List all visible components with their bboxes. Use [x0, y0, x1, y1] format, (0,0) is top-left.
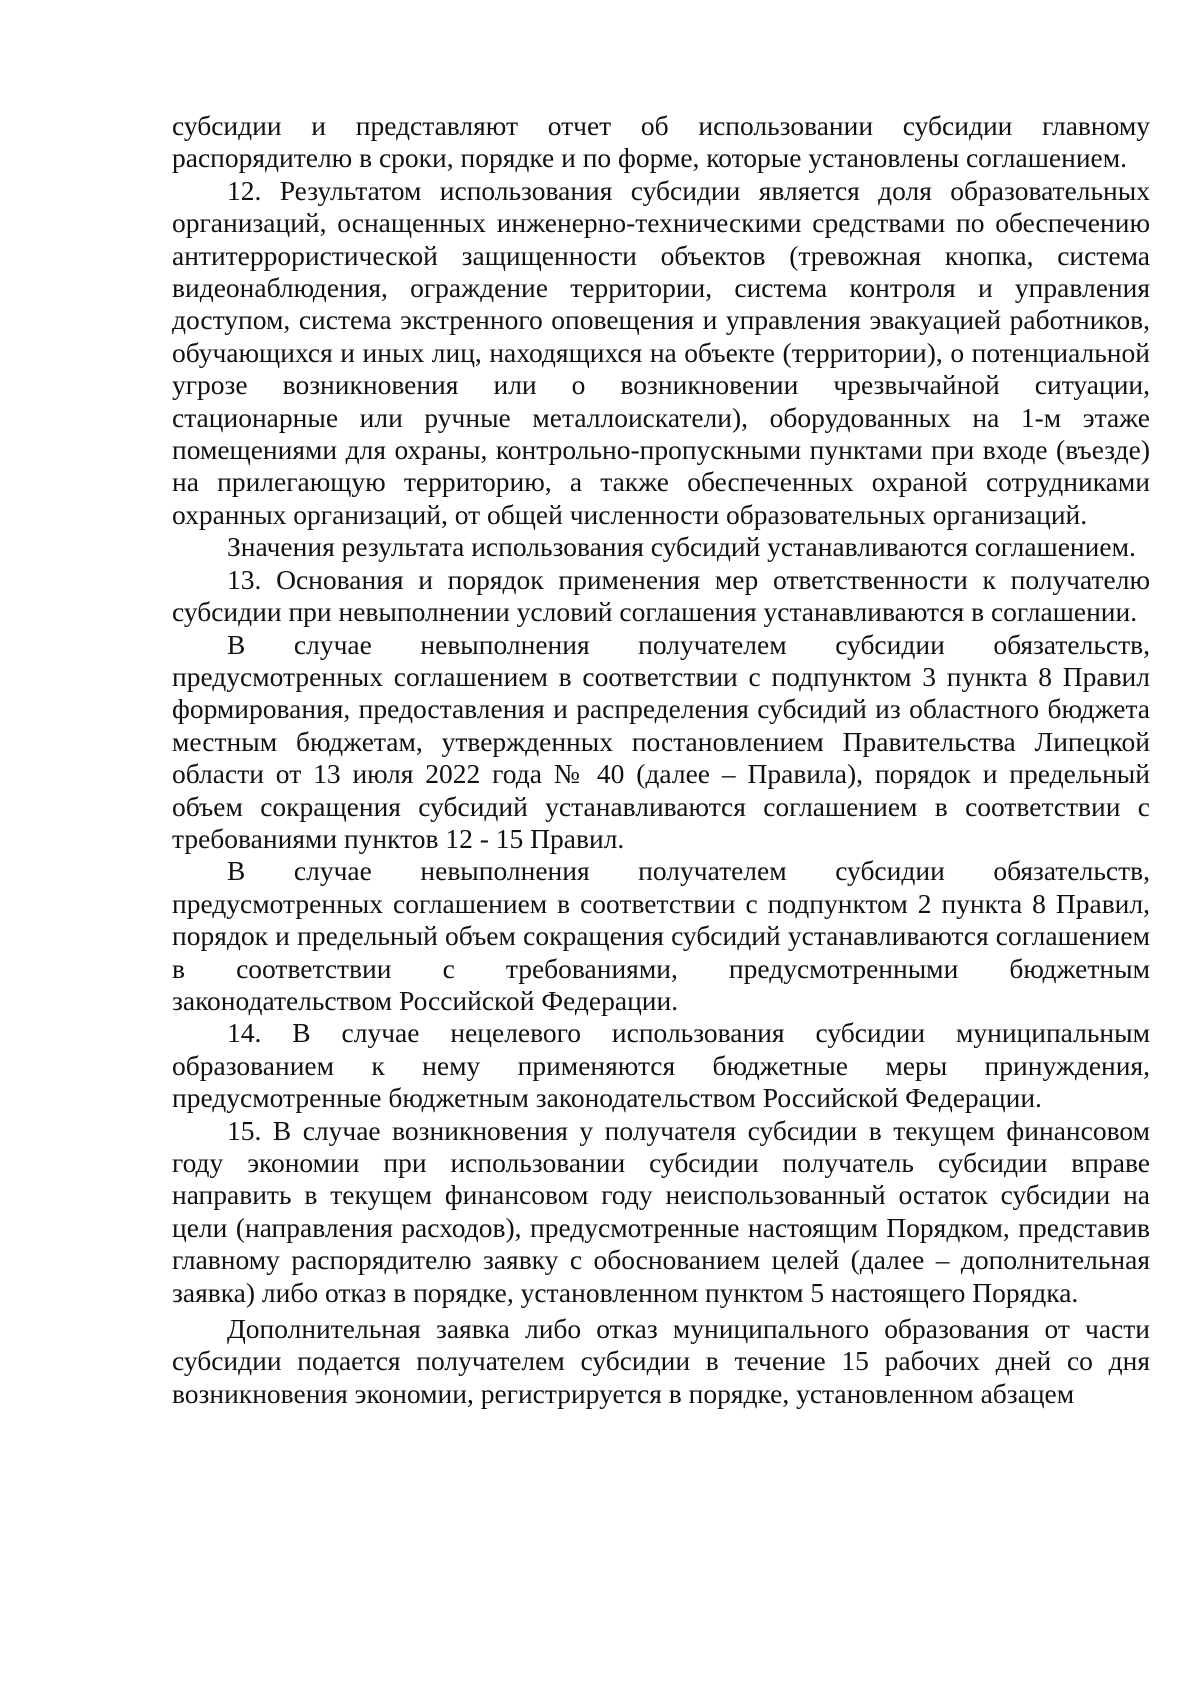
paragraph-result-values: Значения результата использования субсидий устанавливаются соглашением. — [227, 531, 1136, 563]
paragraph-item-15-savings: 15. В случае возникновения у получателя субсидии в текущем финансовом году экономии при использовании субсидии получатель субсидии вправе направить в текущем финансовом году неиспользованный остаток субсидии на цели (направления расходов), предусмотренные настоящим Порядком, представив главному распорядителю заявку с обоснованием целей (далее – дополнительная заявка) либо отказ в порядке, установленном пунктом 5 настоящего Порядка. — [172, 1114, 1150, 1308]
paragraph-additional-request: Дополнительная заявка либо отказ муниципального образования от части субсидии подается получателем субсидии в течение 15 рабочих дней со дня возникновения экономии, регистрируется в порядке, установленном абзацем — [172, 1313, 1150, 1409]
paragraph-item-12-result: 12. Результатом использования субсидии является доля образовательных организаций, оснащенных инженерно-техническими средствами по обеспечению антитеррористической защищенности объектов (тревожная кнопка, система видеонаблюдения, ограждение территории, система контроля и управления доступом, система экстренного оповещения и управления эвакуацией работников, обучающихся и иных лиц, находящихся на объекте (территории), о потенциальной угрозе возникновения или о возникновении чрезвычайной ситуации, стационарные или ручные металлоискатели), оборудованных на 1-м этаже помещениями для охраны, контрольно-пропускными пунктами при входе (въезде) на прилегающую территорию, а также обеспеченных охраной сотрудниками охранных организаций, от общей численности образовательных организаций. — [172, 174, 1150, 530]
paragraph-item-13-liability: 13. Основания и порядок применения мер ответственности к получателю субсидии при невыполнении условий соглашения устанавливаются в соглашении. — [172, 563, 1150, 628]
document-page — [172, 110, 1150, 1410]
paragraph-report-continuation: субсидии и представляют отчет об использовании субсидии главному распорядителю в сроки, порядке и по форме, которые установлены соглашением. — [172, 110, 1150, 174]
paragraph-nonfulfillment-subitem-3: В случае невыполнения получателем субсидии обязательств, предусмотренных соглашением в соответствии с подпунктом 3 пункта 8 Правил формирования, предоставления и распределения субсидий из областного бюджета местным бюджетам, утвержденных постановлением Правительства Липецкой области от 13 июля 2022 года № 40 (далее – Правила), порядок и предельный объем сокращения субсидий устанавливаются соглашением в соответствии с требованиями пунктов 12 - 15 Правил. — [172, 628, 1150, 854]
paragraph-item-14-misuse: 14. В случае нецелевого использования субсидии муниципальным образованием к нему применяются бюджетные меры принуждения, предусмотренные бюджетным законодательством Российской Федерации. — [172, 1017, 1150, 1114]
paragraph-nonfulfillment-subitem-2: В случае невыполнения получателем субсидии обязательств, предусмотренных соглашением в соответствии с подпунктом 2 пункта 8 Правил, порядок и предельный объем сокращения субсидий устанавливаются соглашением в соответствии с требованиями, предусмотренными бюджетным законодательством Российской Федерации. — [172, 855, 1150, 1016]
